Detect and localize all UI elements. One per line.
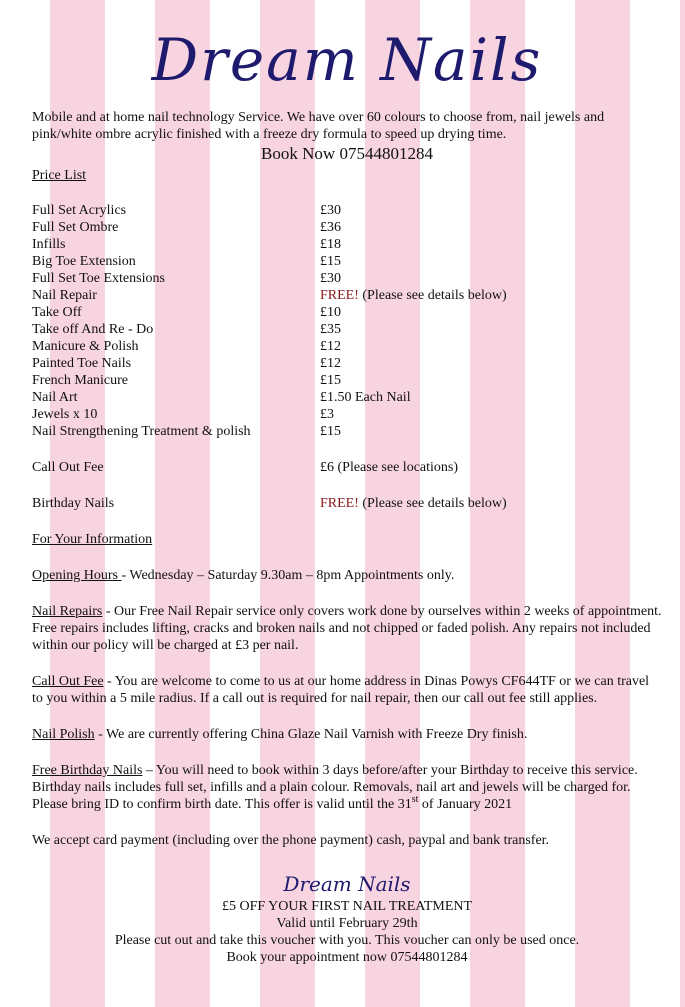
price-row: Nail Strengthening Treatment & polish £15 bbox=[32, 424, 341, 439]
voucher bbox=[32, 872, 662, 966]
price-row: Manicure & Polish £12 bbox=[32, 339, 341, 354]
free-label: FREE! bbox=[320, 288, 359, 303]
book-now-phone: Book Now 07544801284 bbox=[261, 144, 433, 163]
price-row: Full Set Toe Extensions £30 bbox=[32, 271, 341, 286]
price-row: Painted Toe Nails £12 bbox=[32, 356, 341, 371]
nail-polish-info: Nail Polish - We are currently offering China Glaze Nail Varnish with Freeze Dry finish. bbox=[32, 727, 528, 742]
voucher-book: Book your appointment now 07544801284 bbox=[226, 950, 468, 965]
price-row: Full Set Acrylics £30 bbox=[32, 203, 341, 218]
voucher-instructions: Please cut out and take this voucher with you. This voucher can only be used once. bbox=[114, 933, 580, 948]
price-table bbox=[32, 202, 662, 512]
opening-hours: Opening Hours - Wednesday – Saturday 9.30am – 8pm Appointments only. bbox=[32, 568, 455, 583]
info-heading: For Your Information bbox=[32, 532, 153, 547]
price-row: Jewels x 10 £3 bbox=[32, 407, 334, 422]
intro-text: Mobile and at home nail technology Service. We have over 60 colours to choose from, nail jewels and pink/white ombre acrylic finished with a freeze dry formula to speed up drying time. bbox=[32, 110, 605, 142]
price-list-page bbox=[32, 0, 662, 966]
free-label: FREE! bbox=[320, 496, 359, 511]
price-row: Take Off £10 bbox=[32, 305, 341, 320]
price-row: Nail Art £1.50 Each Nail bbox=[32, 390, 411, 405]
birthday-row: Birthday Nails FREE! (Please see details below) bbox=[32, 496, 507, 511]
price-row: Big Toe Extension £15 bbox=[32, 254, 341, 269]
call-out-info: Call Out Fee - You are welcome to come to us at our home address in Dinas Powys CF644TF or we can travel to you within a 5 mile radius. If a call out is required for nail repair, then our call out fee still applies. bbox=[32, 674, 650, 706]
birthday-info: Free Birthday Nails – You will need to book within 3 days before/after your Birthday to receive this service. Birthday nails includes full set, infills and a plain colour. Removals, nail art and jewels will be charged for. Please bring ID to confirm birth date. This offer is valid until the 31st of January 2021 bbox=[32, 763, 638, 812]
price-row: Nail Repair FREE! (Please see details below) bbox=[32, 288, 507, 303]
call-out-row: Call Out Fee £6 (Please see locations) bbox=[32, 460, 459, 475]
payment-info: We accept card payment (including over the phone payment) cash, paypal and bank transfer. bbox=[32, 833, 550, 848]
price-row: Full Set Ombre £36 bbox=[32, 220, 341, 235]
voucher-offer: £5 OFF YOUR FIRST NAIL TREATMENT bbox=[221, 899, 473, 914]
voucher-title: Dream Nails bbox=[283, 872, 411, 896]
price-row: Infills £18 bbox=[32, 237, 341, 252]
price-row: French Manicure £15 bbox=[32, 373, 341, 388]
price-row: Take off And Re - Do £35 bbox=[32, 322, 341, 337]
voucher-valid: Valid until February 29th bbox=[276, 916, 418, 931]
page-title: Dream Nails bbox=[151, 26, 543, 94]
price-list-heading: Price List bbox=[32, 168, 87, 183]
nail-repairs-info: Nail Repairs - Our Free Nail Repair service only covers work done by ourselves within 2 weeks of appointment. Free repairs includes lifting, cracks and broken nails and not chipped or faded polish. Any repairs not included within our policy will be charged at £3 per nail. bbox=[32, 604, 662, 653]
